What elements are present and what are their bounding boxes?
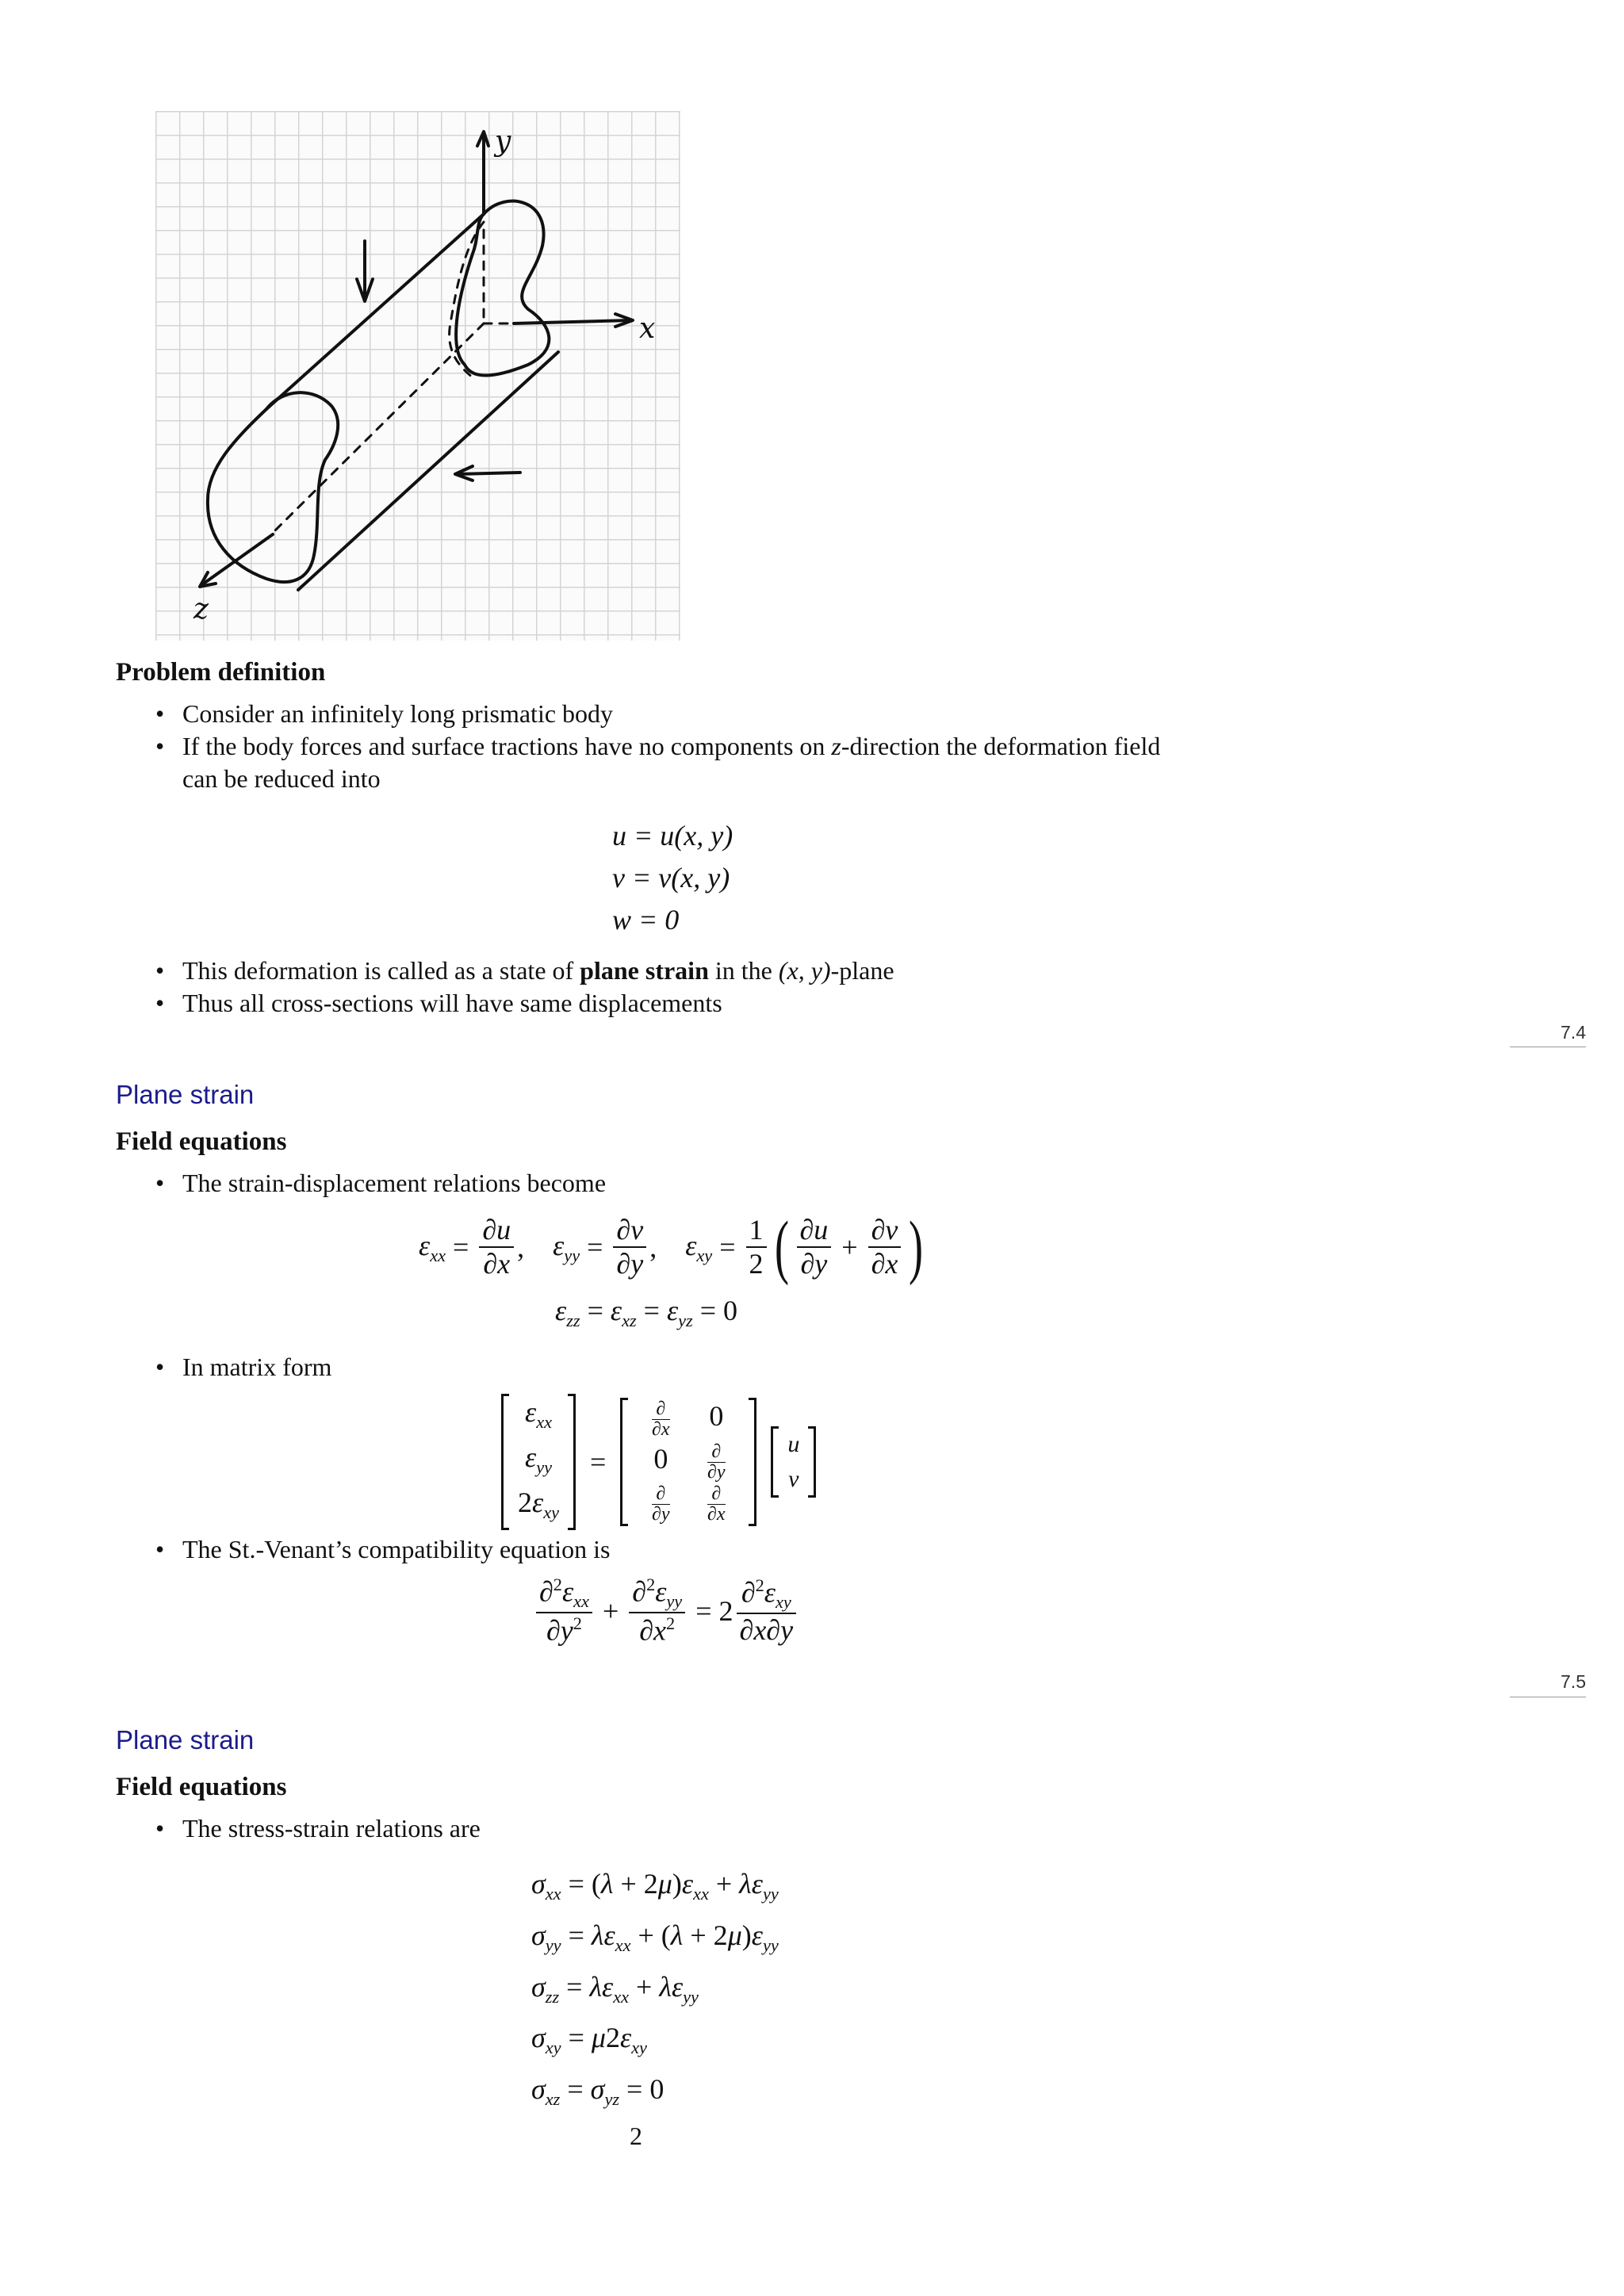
eq-u: u = u(x, y) — [612, 820, 733, 851]
slide3-bullet-a — [155, 1812, 1186, 1845]
slide2-bullet-c — [155, 1533, 1186, 1566]
slide3-heading: Field equations — [116, 1773, 287, 1801]
sketch-y-label: y — [495, 125, 511, 158]
slide2-bullet-a — [155, 1167, 1186, 1200]
eq-sigma-xx: $\sigma_{xx} = (\lambda + 2\mu)\varepsilon_{xx} + \lambda\varepsilon_{yy}$ — [531, 1868, 779, 1904]
x-axis-line — [514, 320, 631, 323]
compatibility-equation: $\frac{\partial^2\varepsilon_{xx}}{\partial y^2}$ + $\frac{\partial^2\varepsilon_{yy}}{\partial x^2}$ = 2 $\frac{\partial^2\varepsilon_{xy}}{\partial x\partial y}$ — [533, 1575, 799, 1647]
list-item: • If the body forces and surface tractions have no components on z-direction the deformation field can be reduced into — [155, 730, 1186, 795]
hidden-back-outline — [450, 222, 484, 377]
displacement-vector: u v — [771, 1426, 816, 1498]
strain-vector: $\varepsilon_{xx}$ $\varepsilon_{yy}$ $2\varepsilon_{xy}$ — [501, 1394, 576, 1530]
list-item: • In matrix form — [155, 1351, 1186, 1383]
hidden-z-axis — [274, 323, 484, 531]
sketch-z-label: z — [193, 593, 209, 626]
problem-definition-heading: Problem definition — [116, 658, 326, 687]
frame-number-7-4: 7.4 — [1561, 1022, 1586, 1043]
upper-edge — [266, 214, 484, 409]
slide2-bullet-b — [155, 1351, 1186, 1383]
eq-w: w = 0 — [612, 904, 680, 936]
slide2-heading: Field equations — [116, 1127, 287, 1156]
stress-strain-equations — [531, 1863, 779, 2120]
differential-operator-matrix: ∂ ∂x 0 0 ∂ ∂y ∂ ∂y ∂ ∂x — [620, 1398, 756, 1526]
list-item: • The stress-strain relations are — [155, 1812, 1186, 1845]
list-item: • This deformation is called as a state of plane strain in the (x, y)-plane — [155, 955, 1186, 987]
list-item: • Thus all cross-sections will have same displacements — [155, 987, 1186, 1020]
displacement-field-equations — [612, 815, 733, 941]
eq-sigma-xy: $\sigma_{xy} = \mu 2\varepsilon_{xy}$ — [531, 2022, 647, 2058]
eq-sigma-zz: $\sigma_{zz} = \lambda\varepsilon_{xx} + \lambda\varepsilon_{yy}$ — [531, 1970, 699, 2007]
load-arrow-left — [458, 473, 520, 474]
zero-strain-equation: $\varepsilon_{zz} = \varepsilon_{xz} = \varepsilon_{yz} = 0$ — [555, 1295, 738, 1330]
list-item: • The St.-Venant’s compatibility equation is — [155, 1533, 1186, 1566]
sketch-drawing — [155, 111, 680, 641]
eq-sigma-xz-yz: $\sigma_{xz} = \sigma_{yz} = 0$ — [531, 2073, 665, 2109]
frame-number-7-5: 7.5 — [1561, 1671, 1586, 1692]
matrix-form-equation: $\varepsilon_{xx}$ $\varepsilon_{yy}$ $2\varepsilon_{xy}$ = ∂ ∂x 0 0 ∂ ∂y ∂ ∂y ∂ ∂x u v — [501, 1394, 816, 1530]
slide3-title: Plane strain — [116, 1725, 255, 1755]
sketch-x-label: x — [639, 312, 656, 345]
lower-edge — [298, 352, 558, 590]
eq-v: v = v(x, y) — [612, 862, 730, 894]
front-section — [208, 392, 338, 582]
list-item: • Consider an infinitely long prismatic body — [155, 698, 1186, 730]
strain-displacement-equation: $\varepsilon_{xx}$ = $\frac{\partial u}{\partial x}$ , $\varepsilon_{yy}$ = $\frac{\partial v}{\partial y}$ , $\varepsilon_{xy}$ = $\frac{1}{2}$ ( $\frac{\partial u}{\partial y}$ + $\frac{\partial v}{\partial x}$ ) — [419, 1207, 924, 1286]
list-item: • The strain-displacement relations become — [155, 1167, 1186, 1200]
eq-sigma-yy: $\sigma_{yy} = \lambda\varepsilon_{xx} + (\lambda + 2\mu)\varepsilon_{yy}$ — [531, 1919, 779, 1955]
slide1-bullets-a — [155, 698, 1186, 795]
prismatic-body-sketch — [155, 111, 680, 641]
slide1-bullets-b — [155, 955, 1186, 1020]
page-number: 2 — [630, 2122, 642, 2150]
slide2-title: Plane strain — [116, 1080, 255, 1109]
